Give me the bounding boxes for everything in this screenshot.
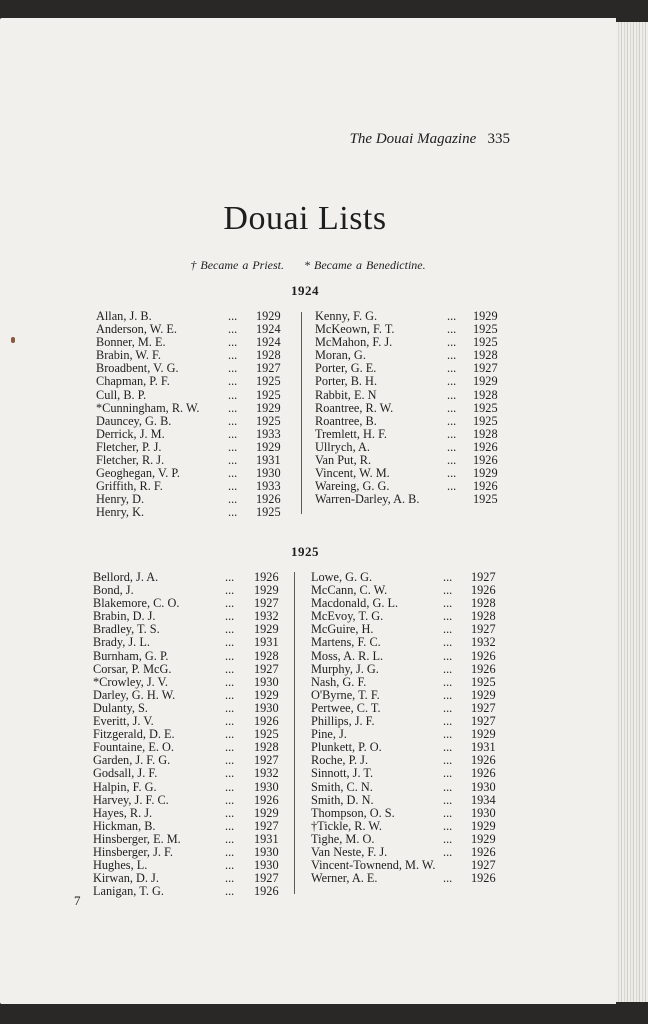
leader-dots: ...	[443, 727, 453, 742]
leader-dots: ...	[228, 413, 238, 428]
entry-year: 1925	[473, 400, 498, 415]
entry-name: O'Byrne, T. F.	[311, 687, 380, 702]
entry-year: 1928	[473, 426, 498, 441]
leader-dots: ...	[447, 466, 457, 481]
leader-dots: ...	[225, 818, 235, 833]
leader-dots: ...	[225, 779, 235, 794]
entry-year: 1925	[473, 335, 498, 350]
leader-dots: ...	[447, 335, 457, 350]
entry-year: 1926	[473, 479, 498, 494]
entry-year: 1930	[471, 779, 496, 794]
legend	[0, 258, 616, 273]
leader-dots: ...	[443, 844, 453, 859]
entry-name: Smith, D. N.	[311, 792, 374, 807]
leader-dots: ...	[228, 492, 238, 507]
entry-year: 1930	[254, 858, 279, 873]
page-edges	[616, 22, 648, 1002]
entry-year: 1927	[471, 570, 496, 584]
entry-year: 1929	[256, 439, 281, 454]
entry-name: Darley, G. H. W.	[93, 687, 176, 702]
leader-dots: ...	[443, 766, 453, 781]
entry-year: 1929	[256, 309, 281, 323]
entry-year: 1926	[473, 439, 498, 454]
entry-name: Macdonald, G. L.	[311, 596, 399, 611]
entry-year: 1930	[254, 700, 279, 715]
leader-dots: ...	[447, 361, 457, 376]
entry-year: 1928	[471, 596, 496, 611]
legend-priest: † Became a Priest.	[190, 258, 284, 272]
leader-dots: ...	[228, 505, 238, 520]
entry-year: 1924	[256, 335, 281, 350]
entry-year: 1932	[471, 635, 496, 650]
entry-name: Cull, B. P.	[96, 387, 147, 402]
entry-name: Kenny, F. G.	[315, 309, 378, 323]
leader-dots: ...	[225, 570, 235, 584]
entry-name: Tighe, M. O.	[311, 831, 375, 846]
entry-name: McEvoy, T. G.	[311, 609, 384, 624]
entry-name: Henry, D.	[96, 492, 145, 507]
entry-name: *Cunningham, R. W.	[96, 400, 200, 415]
entry-year: 1934	[471, 792, 496, 807]
entry-year: 1926	[473, 453, 498, 468]
entry-name: Fletcher, P. J.	[96, 439, 162, 454]
entry-year: 1930	[254, 674, 279, 689]
entry-year: 1929	[254, 622, 279, 637]
entry-name: Allan, J. B.	[96, 309, 152, 323]
entry-name: Hinsberger, E. M.	[93, 831, 181, 846]
entry-name: Burnham, G. P.	[93, 648, 169, 663]
entry-year: 1926	[256, 492, 281, 507]
entry-name: Broadbent, V. G.	[96, 361, 179, 376]
entry-year: 1928	[254, 648, 279, 663]
entry-name: Everitt, J. V.	[93, 714, 154, 729]
leader-dots: ...	[225, 740, 235, 755]
entry-year: 1927	[254, 753, 279, 768]
entry-name: Werner, A. E.	[311, 871, 378, 886]
entry-year: 1929	[254, 805, 279, 820]
entry-name: Sinnott, J. T.	[311, 766, 374, 781]
entry-year: 1928	[473, 387, 498, 402]
entry-year: 1930	[254, 779, 279, 794]
leader-dots: ...	[443, 753, 453, 768]
leader-dots: ...	[443, 818, 453, 833]
leader-dots: ...	[228, 374, 238, 389]
entry-name: Brabin, W. F.	[96, 348, 161, 363]
leader-dots: ...	[225, 884, 235, 899]
entry-name: Halpin, F. G.	[93, 779, 157, 794]
leader-dots: ...	[447, 387, 457, 402]
entry-year: 1927	[471, 858, 496, 873]
leader-dots: ...	[225, 648, 235, 663]
entry-year: 1926	[254, 792, 279, 807]
entry-name: Martens, F. C.	[311, 635, 381, 650]
entry-year: 1932	[254, 766, 279, 781]
entry-name: Kirwan, D. J.	[93, 871, 159, 886]
entry-year: 1931	[254, 831, 279, 846]
leader-dots: ...	[447, 374, 457, 389]
entry-year: 1930	[471, 805, 496, 820]
leader-dots: ...	[225, 596, 235, 611]
entry-name: McKeown, F. T.	[315, 322, 395, 337]
leader-dots: ...	[443, 740, 453, 755]
leader-dots: ...	[225, 622, 235, 637]
entry-year: 1931	[254, 635, 279, 650]
leader-dots: ...	[443, 779, 453, 794]
entry-name: McCann, C. W.	[311, 583, 388, 598]
leader-dots: ...	[225, 674, 235, 689]
leader-dots: ...	[225, 753, 235, 768]
entry-year: 1927	[254, 596, 279, 611]
leader-dots: ...	[447, 479, 457, 494]
entry-name: Brady, J. L.	[93, 635, 150, 650]
entry-year: 1925	[473, 492, 498, 507]
leader-dots: ...	[443, 674, 453, 689]
leader-dots: ...	[443, 700, 453, 715]
entry-name: Corsar, P. McG.	[93, 661, 172, 676]
leader-dots: ...	[225, 687, 235, 702]
entry-year: 1927	[254, 818, 279, 833]
entry-name: Van Put, R.	[315, 453, 372, 468]
entry-year: 1926	[471, 753, 496, 768]
entry-name: Bradley, T. S.	[93, 622, 160, 637]
entry-name: Roantree, R. W.	[315, 400, 394, 415]
entry-year: 1929	[471, 687, 496, 702]
leader-dots: ...	[225, 871, 235, 886]
leader-dots: ...	[447, 426, 457, 441]
leader-dots: ...	[225, 844, 235, 859]
entry-name: Blakemore, C. O.	[93, 596, 180, 611]
entry-name: Hinsberger, J. F.	[93, 844, 173, 859]
leader-dots: ...	[447, 309, 457, 323]
entry-name: Brabin, D. J.	[93, 609, 156, 624]
leader-dots: ...	[225, 714, 235, 729]
entry-year: 1926	[471, 661, 496, 676]
entry-name: Roantree, B.	[315, 413, 377, 428]
entry-name: Fountaine, E. O.	[93, 740, 174, 755]
entry-name: Geoghegan, V. P.	[96, 466, 180, 481]
entry-year: 1926	[471, 871, 496, 886]
entry-name: Phillips, J. F.	[311, 714, 375, 729]
entry-name: Dulanty, S.	[93, 700, 148, 715]
entry-name: Derrick, J. M.	[96, 426, 165, 441]
entry-year: 1926	[471, 583, 496, 598]
leader-dots: ...	[228, 479, 238, 494]
entry-year: 1926	[254, 714, 279, 729]
entry-year: 1929	[254, 583, 279, 598]
entry-year: 1927	[254, 661, 279, 676]
leader-dots: ...	[447, 322, 457, 337]
page-title: Douai Lists	[223, 200, 387, 237]
leader-dots: ...	[225, 583, 235, 598]
entry-year: 1924	[256, 322, 281, 337]
leader-dots: ...	[225, 661, 235, 676]
leader-dots: ...	[225, 609, 235, 624]
page-number: 335	[487, 131, 510, 147]
entry-year: 1933	[256, 479, 281, 494]
entry-name: Harvey, J. F. C.	[93, 792, 169, 807]
entry-year: 1930	[256, 466, 281, 481]
entry-name: Roche, P. J.	[311, 753, 369, 768]
entry-name: Fletcher, R. J.	[96, 453, 165, 468]
entry-name: *Crowley, J. V.	[93, 674, 168, 689]
entry-year: 1932	[254, 609, 279, 624]
leader-dots: ...	[228, 466, 238, 481]
entry-name: Pine, J.	[311, 727, 347, 742]
entry-name: Porter, B. H.	[315, 374, 378, 389]
leader-dots: ...	[228, 426, 238, 441]
leader-dots: ...	[447, 453, 457, 468]
leader-dots: ...	[225, 700, 235, 715]
entry-year: 1929	[473, 374, 498, 389]
entry-year: 1927	[471, 700, 496, 715]
leader-dots: ...	[443, 792, 453, 807]
leader-dots: ...	[443, 609, 453, 624]
entry-year: 1928	[256, 348, 281, 363]
entry-name: Rabbit, E. N	[315, 387, 377, 402]
leader-dots: ...	[228, 335, 238, 350]
entry-name: Lanigan, T. G.	[93, 884, 164, 899]
entry-year: 1929	[256, 400, 281, 415]
leader-dots: ...	[443, 583, 453, 598]
signature-mark: 7	[74, 893, 81, 908]
entry-name: Griffith, R. F.	[96, 479, 163, 494]
entry-name: Nash, G. F.	[311, 674, 367, 689]
entry-name: †Tickle, R. W.	[311, 818, 382, 833]
year-heading-1925: 1925	[291, 544, 319, 559]
entry-name: Pertwee, C. T.	[311, 700, 381, 715]
entry-name: Chapman, P. F.	[96, 374, 170, 389]
entry-year: 1925	[473, 322, 498, 337]
entry-year: 1926	[471, 648, 496, 663]
leader-dots: ...	[225, 805, 235, 820]
column-divider	[294, 572, 295, 894]
entry-name: Fitzgerald, D. E.	[93, 727, 175, 742]
entry-name: Plunkett, P. O.	[311, 740, 382, 755]
entry-name: McMahon, F. J.	[315, 335, 393, 350]
entry-name: Bellord, J. A.	[93, 570, 159, 584]
leader-dots: ...	[228, 439, 238, 454]
entry-year: 1929	[473, 309, 498, 323]
leader-dots: ...	[443, 687, 453, 702]
running-head	[300, 131, 510, 148]
leader-dots: ...	[447, 439, 457, 454]
entry-year: 1927	[254, 871, 279, 886]
entry-year: 1927	[473, 361, 498, 376]
leader-dots: ...	[225, 858, 235, 873]
leader-dots: ...	[228, 348, 238, 363]
leader-dots: ...	[443, 596, 453, 611]
entry-year: 1927	[471, 622, 496, 637]
leader-dots: ...	[443, 635, 453, 650]
entry-name: Wareing, G. G.	[315, 479, 390, 494]
entry-year: 1933	[256, 426, 281, 441]
leader-dots: ...	[228, 453, 238, 468]
entry-name: Bond, J.	[93, 583, 134, 598]
entry-name: Dauncey, G. B.	[96, 413, 172, 428]
leader-dots: ...	[443, 648, 453, 663]
entry-year: 1929	[471, 727, 496, 742]
entry-year: 1926	[471, 766, 496, 781]
entry-year: 1928	[254, 740, 279, 755]
leader-dots: ...	[447, 348, 457, 363]
entry-name: Godsall, J. F.	[93, 766, 158, 781]
entry-year: 1925	[256, 413, 281, 428]
entry-name: Van Neste, F. J.	[311, 844, 388, 859]
leader-dots: ...	[443, 831, 453, 846]
entry-year: 1926	[254, 570, 279, 584]
entry-name: Lowe, G. G.	[311, 570, 373, 584]
entry-name: Warren-Darley, A. B.	[315, 492, 420, 507]
entry-name: Ullrych, A.	[315, 439, 370, 454]
leader-dots: ...	[443, 570, 453, 584]
entry-name: Vincent-Townend, M. W.	[311, 858, 436, 873]
entry-year: 1929	[473, 466, 498, 481]
entry-year: 1927	[471, 714, 496, 729]
leader-dots: ...	[447, 400, 457, 415]
leader-dots: ...	[443, 871, 453, 886]
leader-dots: ...	[228, 322, 238, 337]
entry-name: Henry, K.	[96, 505, 145, 520]
entry-name: Garden, J. F. G.	[93, 753, 171, 768]
entry-name: Thompson, O. S.	[311, 805, 395, 820]
leader-dots: ...	[225, 831, 235, 846]
entry-name: Bonner, M. E.	[96, 335, 166, 350]
entry-year: 1931	[256, 453, 281, 468]
entry-year: 1929	[471, 831, 496, 846]
entry-year: 1925	[256, 387, 281, 402]
entry-name: Vincent, W. M.	[315, 466, 390, 481]
entry-year: 1929	[471, 818, 496, 833]
entry-name: Porter, G. E.	[315, 361, 377, 376]
leader-dots: ...	[443, 805, 453, 820]
leader-dots: ...	[225, 766, 235, 781]
magazine-name: The Douai Magazine	[349, 131, 477, 147]
leader-dots: ...	[443, 661, 453, 676]
leader-dots: ...	[443, 622, 453, 637]
leader-dots: ...	[225, 727, 235, 742]
leader-dots: ...	[443, 714, 453, 729]
year-heading-1924: 1924	[291, 283, 319, 298]
entry-name: Hickman, B.	[93, 818, 156, 833]
entry-name: McGuire, H.	[311, 622, 374, 637]
entry-name: Tremlett, H. F.	[315, 426, 388, 441]
leader-dots: ...	[228, 387, 238, 402]
entry-name: Moran, G.	[315, 348, 366, 363]
entry-year: 1930	[254, 844, 279, 859]
leader-dots: ...	[228, 309, 238, 323]
entry-name: Moss, A. R. L.	[311, 648, 384, 663]
leader-dots: ...	[228, 361, 238, 376]
entry-year: 1925	[473, 413, 498, 428]
entry-year: 1925	[471, 674, 496, 689]
entry-year: 1931	[471, 740, 496, 755]
leader-dots: ...	[225, 635, 235, 650]
entry-name: Hayes, R. J.	[93, 805, 153, 820]
entry-year: 1925	[254, 727, 279, 742]
leader-dots: ...	[225, 792, 235, 807]
legend-benedictine: * Became a Benedictine.	[304, 258, 426, 272]
entry-year: 1925	[256, 505, 281, 520]
entry-year: 1927	[256, 361, 281, 376]
entry-name: Murphy, J. G.	[311, 661, 379, 676]
leader-dots: ...	[228, 400, 238, 415]
margin-mark	[11, 337, 15, 343]
entry-year: 1929	[254, 687, 279, 702]
column-divider	[301, 312, 302, 514]
entry-year: 1926	[254, 884, 279, 899]
entry-year: 1925	[256, 374, 281, 389]
leader-dots: ...	[447, 413, 457, 428]
entry-year: 1928	[473, 348, 498, 363]
entry-name: Hughes, L.	[93, 858, 148, 873]
entry-year: 1926	[471, 844, 496, 859]
entry-name: Smith, C. N.	[311, 779, 373, 794]
entry-name: Anderson, W. E.	[96, 322, 177, 337]
entry-year: 1928	[471, 609, 496, 624]
